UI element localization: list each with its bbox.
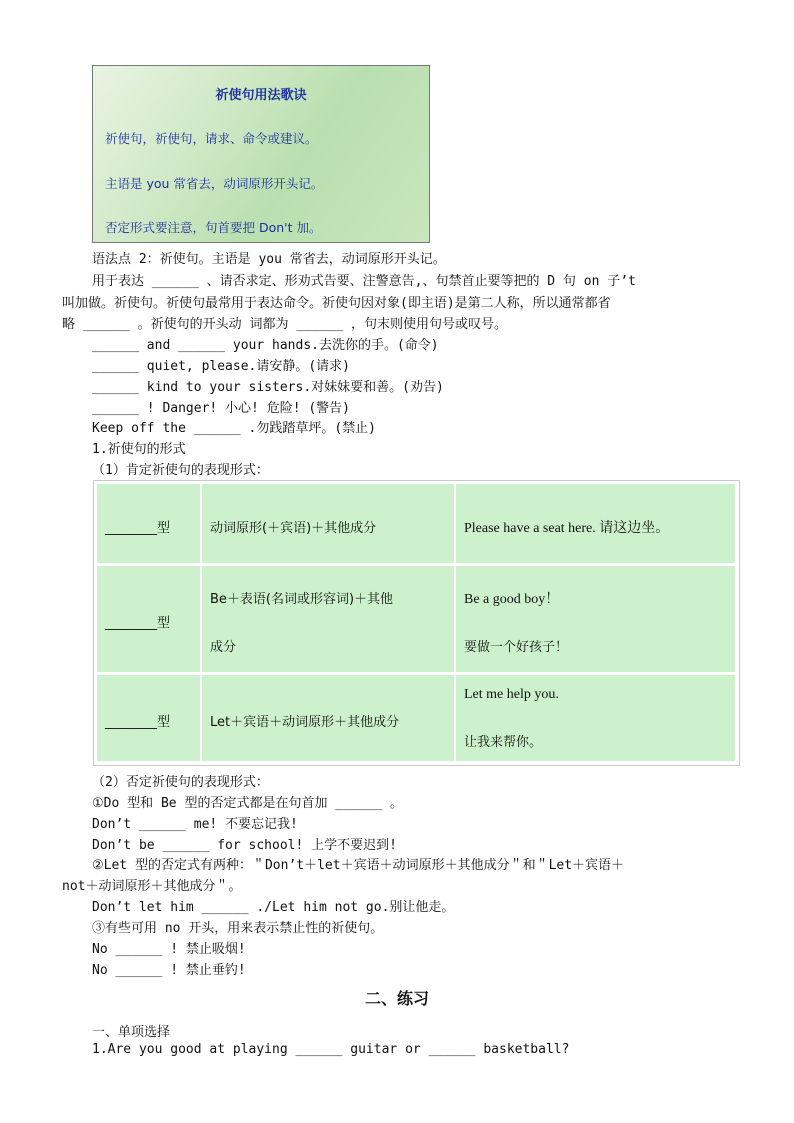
positive-forms-table xyxy=(93,480,740,766)
structure-text: Let＋宾语＋动词原形＋其他成分 xyxy=(210,715,400,730)
negative-line-3: Don’t be ______ for school! 上学不要迟到! xyxy=(92,838,397,853)
structure-text: 成分 xyxy=(210,640,237,655)
forms-heading: 1.祈使句的形式 xyxy=(92,442,186,457)
rhyme-line-3: 否定形式要注意，句首要把 Don't 加。 xyxy=(105,220,322,235)
type-label: ________型 xyxy=(105,616,171,631)
negative-line-6: Don’t let him ______ ./Let him not go.别让他走。 xyxy=(92,900,455,915)
negative-line-4: ②Let 型的否定式有两种：＂Don’t＋let＋宾语＋动词原形＋其他成分＂和＂Let＋宾语＋ xyxy=(92,858,625,873)
negative-line-5: not＋动词原形＋其他成分＂。 xyxy=(62,879,242,894)
structure-text: 动词原形(＋宾语)＋其他成分 xyxy=(210,521,377,536)
practice-section-title: 二、练习 xyxy=(364,989,429,1008)
table-cell-structure xyxy=(202,566,454,672)
negative-line-1: ①Do 型和 Be 型的否定式都是在句首加 ______ 。 xyxy=(92,796,404,811)
example-text: 让我来帮你。 xyxy=(464,735,543,750)
positive-forms-heading: （1）肯定祈使句的表现形式： xyxy=(92,463,269,478)
rhyme-title: 祈使句用法歌诀 xyxy=(215,88,307,103)
table-cell-type xyxy=(97,675,200,761)
example-line-2: ______ quiet, please.请安静。(请求) xyxy=(92,359,351,374)
table-cell-example xyxy=(456,566,735,672)
example-line-1: ______ and ______ your hands.去洗你的手。(命令) xyxy=(92,338,439,353)
rhyme-box xyxy=(92,65,430,243)
intro-paragraph-line-2: 叫加做。祈使句。祈使句最常用于表达命令。祈使句因对象(即主语)是第二人称，所以通常都省 xyxy=(62,296,611,311)
table-cell-example xyxy=(456,675,735,761)
table-cell-structure xyxy=(202,484,454,563)
negative-line-8: No ______ ! 禁止吸烟! xyxy=(92,942,246,957)
example-text: Please have a seat here. 请这边坐。 xyxy=(464,521,670,536)
example-line-3: ______ kind to your sisters.对妹妹要和善。(劝告) xyxy=(92,380,444,395)
table-cell-type xyxy=(97,484,200,563)
type-label: ________型 xyxy=(105,521,171,536)
example-text: Be a good boy！ xyxy=(464,592,560,607)
negative-line-9: No ______ ! 禁止垂钓! xyxy=(92,963,246,978)
rhyme-line-2: 主语是 you 常省去，动词原形开头记。 xyxy=(105,176,324,191)
structure-text: Be＋表语(名词或形容词)＋其他 xyxy=(210,592,394,607)
single-choice-heading: 一、单项选择 xyxy=(92,1025,171,1040)
negative-line-7: ③有些可用 no 开头，用来表示禁止性的祈使句。 xyxy=(92,921,384,936)
question-1: 1.Are you good at playing ______ guitar or ______ basketball? xyxy=(92,1042,570,1057)
negative-forms-heading: （2）否定祈使句的表现形式： xyxy=(92,775,269,790)
type-label: ________型 xyxy=(105,715,171,730)
intro-paragraph-line-1: 用于表达 ______ 、请否求定、形劝式告要、注警意告,、句禁首止要等把的 D 句 on 子’t xyxy=(92,274,636,289)
table-cell-example xyxy=(456,484,735,563)
table-cell-type xyxy=(97,566,200,672)
example-line-4: ______ ! Danger! 小心! 危险! (警告) xyxy=(92,401,351,416)
intro-paragraph-line-3: 略 ______ 。祈使句的开头动 词都为 ______ ，句末则使用句号或叹号。 xyxy=(62,317,508,332)
negative-line-2: Don’t ______ me! 不要忘记我! xyxy=(92,817,298,832)
example-text: 要做一个好孩子！ xyxy=(464,640,569,655)
example-text: Let me help you. xyxy=(464,687,559,702)
example-line-5: Keep off the ______ .勿践踏草坪。(禁止) xyxy=(92,421,377,436)
table-cell-structure xyxy=(202,675,454,761)
rhyme-line-1: 祈使句，祈使句，请求、命令或建议。 xyxy=(105,131,318,146)
grammar-point-heading: 语法点 2：祈使句。主语是 you 常省去，动词原形开头记。 xyxy=(92,252,446,267)
